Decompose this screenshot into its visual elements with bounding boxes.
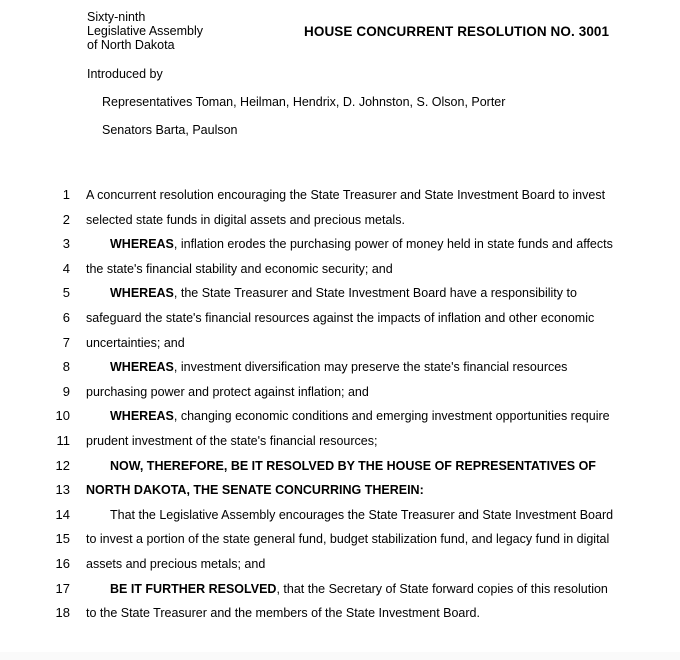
numbered-line (0, 506, 680, 531)
line-text: to invest a portion of the state general fund, budget stabilization fund, and legacy fund in digital (86, 532, 610, 547)
assembly-line-body: Legislative Assembly (87, 24, 204, 38)
line-number: 8 (62, 359, 70, 375)
resolved-clause: NORTH DAKOTA, THE SENATE CONCURRING THEREIN: (86, 483, 424, 498)
line-text: That the Legislative Assembly encourages the State Treasurer and State Investment Board (110, 507, 614, 522)
numbered-line (0, 211, 680, 236)
numbered-line (0, 358, 680, 383)
line-text: WHEREAS, inflation erodes the purchasing power of money held in state funds and affects (110, 237, 613, 252)
line-text (110, 457, 596, 475)
resolution-title: HOUSE CONCURRENT RESOLUTION NO. 3001 (304, 24, 610, 39)
page-bottom-edge (0, 652, 680, 660)
line-number: 15 (55, 531, 70, 547)
numbered-line (0, 334, 680, 359)
line-text: safeguard the state's financial resources against the impacts of inflation and other economic (86, 310, 595, 325)
line-number: 11 (56, 432, 70, 448)
line-text: WHEREAS, the State Treasurer and State Investment Board have a responsibility to (110, 286, 577, 301)
line-text: uncertainties; and (86, 335, 185, 350)
line-number: 10 (55, 408, 70, 424)
line-number: 18 (55, 605, 70, 621)
line-text: purchasing power and protect against inflation; and (86, 384, 369, 399)
numbered-line (0, 457, 680, 482)
assembly-line-session: Sixty-ninth (87, 10, 146, 24)
introduced-by-label: Introduced by (87, 67, 163, 81)
numbered-line (0, 604, 680, 629)
further-resolved-keyword: BE IT FURTHER RESOLVED (110, 581, 277, 596)
whereas-keyword: WHEREAS (110, 237, 174, 252)
line-text: A concurrent resolution encouraging the State Treasurer and State Investment Board to invest (86, 188, 606, 202)
line-number: 1 (62, 187, 70, 202)
numbered-line (0, 260, 680, 285)
numbered-line (0, 530, 680, 555)
assembly-line-state: of North Dakota (87, 38, 175, 52)
resolution-body (0, 186, 680, 629)
line-number: 17 (55, 580, 70, 596)
numbered-line (0, 481, 680, 506)
line-number: 6 (62, 309, 70, 325)
line-number: 4 (62, 260, 70, 276)
whereas-keyword: WHEREAS (110, 409, 174, 424)
sponsors-representatives: Representatives Toman, Heilman, Hendrix, D. Johnston, S. Olson, Porter (102, 95, 506, 109)
line-text: to the State Treasurer and the members of the State Investment Board. (86, 606, 480, 621)
line-number: 14 (55, 506, 70, 522)
numbered-line (0, 555, 680, 580)
line-text (86, 481, 424, 499)
numbered-line (0, 235, 680, 260)
numbered-line (0, 284, 680, 309)
line-text: assets and precious metals; and (86, 556, 266, 571)
line-number: 13 (55, 482, 70, 498)
line-number: 5 (62, 285, 70, 301)
line-number: 12 (55, 457, 70, 473)
assembly-heading (87, 10, 203, 52)
line-text: WHEREAS, changing economic conditions and emerging investment opportunities require (110, 409, 610, 424)
line-text: prudent investment of the state's financial resources; (86, 433, 378, 448)
whereas-keyword: WHEREAS (110, 360, 174, 375)
numbered-line (0, 432, 680, 457)
line-text: the state's financial stability and economic security; and (86, 261, 393, 276)
line-number: 7 (62, 334, 70, 350)
numbered-line (0, 383, 680, 408)
line-text: selected state funds in digital assets and precious metals. (86, 212, 405, 227)
line-number: 9 (62, 383, 70, 399)
whereas-keyword: WHEREAS (110, 286, 174, 301)
sponsors-senators: Senators Barta, Paulson (102, 123, 238, 137)
line-text: BE IT FURTHER RESOLVED, that the Secretary of State forward copies of this resolution (110, 581, 608, 596)
line-number: 3 (62, 236, 70, 252)
resolved-clause: NOW, THEREFORE, BE IT RESOLVED BY THE HOUSE OF REPRESENTATIVES OF (110, 458, 596, 473)
numbered-line (0, 580, 680, 605)
line-number: 16 (55, 555, 70, 571)
line-text: WHEREAS, investment diversification may preserve the state's financial resources (110, 360, 568, 375)
numbered-line (0, 309, 680, 334)
line-number: 2 (62, 211, 70, 227)
numbered-line (0, 407, 680, 432)
numbered-line (0, 186, 680, 211)
